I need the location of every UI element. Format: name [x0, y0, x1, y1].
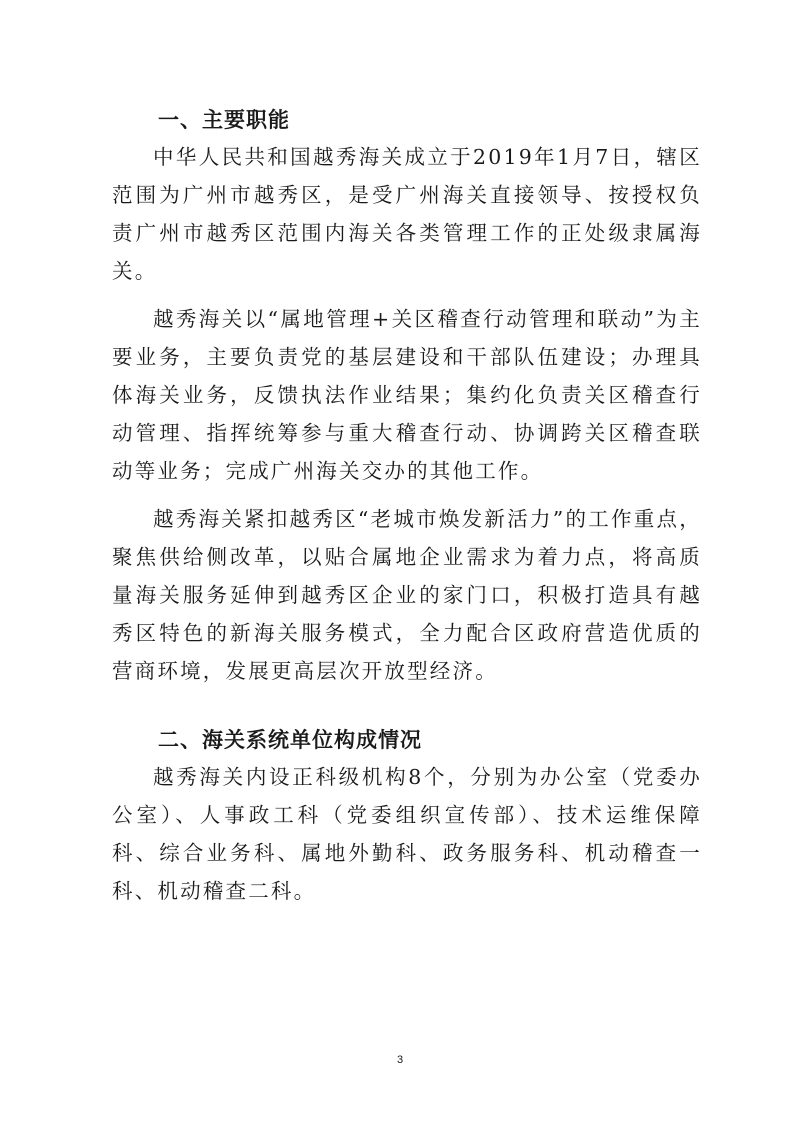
paragraph-main-business: 越秀海关以“属地管理+关区稽查行动管理和联动”为主要业务，主要负责党的基层建设和干部队伍建设；办理具体海关业务，反馈执法作业结果；集约化负责关区稽查行动管理、指挥统筹参与重大稽查行动、协调跨关区稽查联动等业务；完成广州海关交办的其他工作。 [112, 307, 702, 483]
section-heading-unit-composition: 二、海关系统单位构成情况 [158, 728, 422, 752]
section-heading-main-functions: 一、主要职能 [158, 108, 290, 132]
paragraph-establishment: 中华人民共和国越秀海关成立于2019年1月7日，辖区范围为广州市越秀区，是受广州海关直接领导、按授权负责广州市越秀区范围内海关各类管理工作的正处级隶属海关。 [112, 145, 702, 283]
page-number: 3 [396, 1054, 404, 1066]
paragraph-work-focus: 越秀海关紧扣越秀区“老城市焕发新活力”的工作重点，聚焦供给侧改革，以贴合属地企业需求为着力点，将高质量海关服务延伸到越秀区企业的家门口，积极打造具有越秀区特色的新海关服务模式，全力配合区政府营造优质的营商环境，发展更高层次开放型经济。 [112, 507, 702, 683]
document-body [112, 102, 702, 920]
paragraph-internal-departments: 越秀海关内设正科级机构8个，分别为办公室（党委办公室）、人事政工科（党委组织宣传部）、技术运维保障科、综合业务科、属地外勤科、政务服务科、机动稽查一科、机动稽查二科。 [112, 765, 702, 903]
